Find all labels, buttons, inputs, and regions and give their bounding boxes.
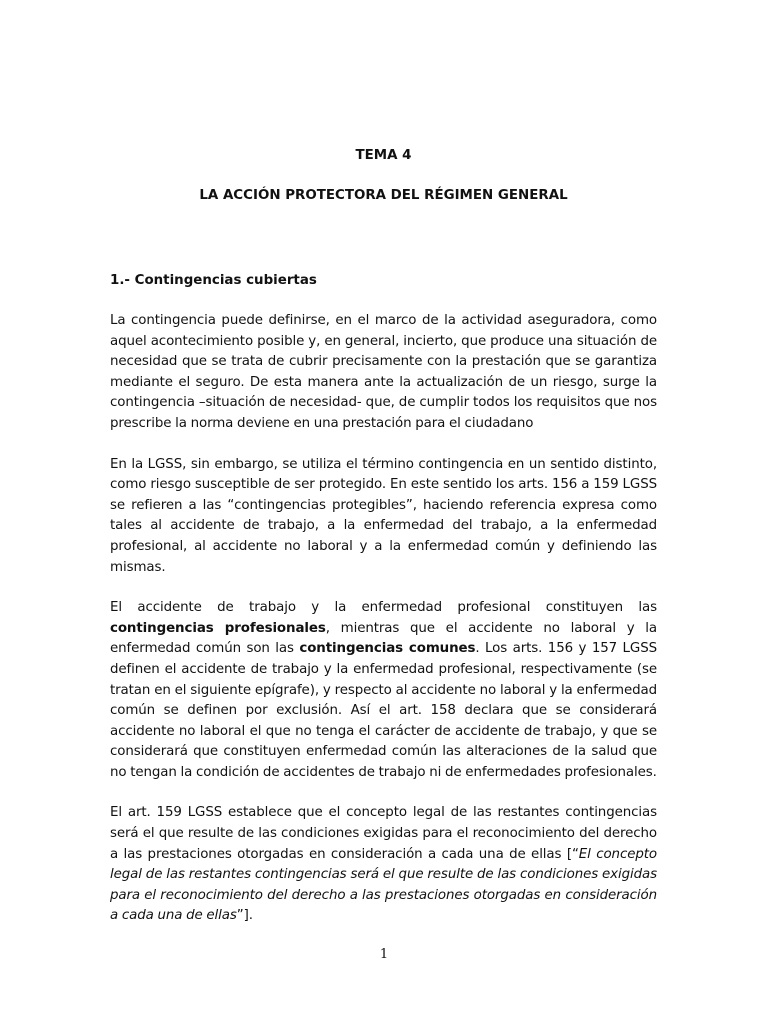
document-title: TEMA 4 bbox=[355, 148, 412, 163]
bold-term-contingencias-comunes: contingencias comunes bbox=[299, 641, 476, 657]
paragraph-1: La contingencia puede definirse, en el marco de la actividad aseguradora, como aquel acontecimiento posible y, en general, incierto, que produce una situación de necesidad que se trata de cubrir precisamente con la prestación que se garantiza mediante el seguro. De esta manera ante la actualización de un riesgo, surge la contingencia –situación de necesidad- que, de cumplir todos los requisitos que nos prescribe la norma deviene en una prestación para el ciudadano bbox=[110, 313, 657, 431]
section-heading: 1.- Contingencias cubiertas bbox=[110, 273, 317, 288]
paragraph-3-text-2: , mientras que el accidente no laboral y la enfermedad común son las bbox=[110, 620, 657, 657]
paragraph-4-text-1: El art. 159 LGSS establece que el concepto legal de las restantes contingencias será el que resulte de las condiciones exigidas para el reconocimiento del derecho a las prestaciones otorgadas en consideración a cada una de ellas [“ bbox=[110, 805, 657, 862]
page-number: 1 bbox=[379, 947, 389, 962]
paragraph-4-text-2: ”]. bbox=[236, 908, 253, 924]
bold-term-contingencias-profesionales: contingencias profesionales bbox=[110, 620, 326, 636]
paragraph-4 bbox=[110, 803, 657, 927]
paragraph-3-text-1: El accidente de trabajo y la enfermedad profesional constituyen las bbox=[110, 600, 657, 616]
document-subtitle: LA ACCIÓN PROTECTORA DEL RÉGIMEN GENERAL bbox=[199, 188, 568, 203]
quoted-legal-text: El concepto legal de las restantes contingencias será el que resulte de las condiciones exigidas para el reconocimiento del derecho a las prestaciones otorgadas en consideración a cada una de ellas bbox=[110, 846, 657, 924]
document-body bbox=[110, 145, 657, 927]
paragraph-2: En la LGSS, sin embargo, se utiliza el término contingencia en un sentido distinto, como riesgo susceptible de ser protegido. En este sentido los arts. 156 a 159 LGSS se refieren a las “contingencias protegibles”, haciendo referencia expresa como tales al accidente de trabajo, a la enfermedad del trabajo, a la enfermedad profesional, al accidente no laboral y a la enfermedad común y definiendo las mismas. bbox=[110, 456, 657, 575]
paragraph-3 bbox=[110, 598, 657, 783]
paragraph-3-text-3: . Los arts. 156 y 157 LGSS definen el accidente de trabajo y la enfermedad profesional, respectivamente (se tratan en el siguiente epígrafe), y respecto al accidente no laboral y la enfermedad común se definen por exclusión. Así el art. 158 declara que se considerará accidente no laboral el que no tenga el carácter de accidente de trabajo, y que se considerará que constituyen enfermedad común las alteraciones de la salud que no tengan la condición de accidentes de trabajo ni de enfermedades profesionales. bbox=[110, 641, 657, 780]
